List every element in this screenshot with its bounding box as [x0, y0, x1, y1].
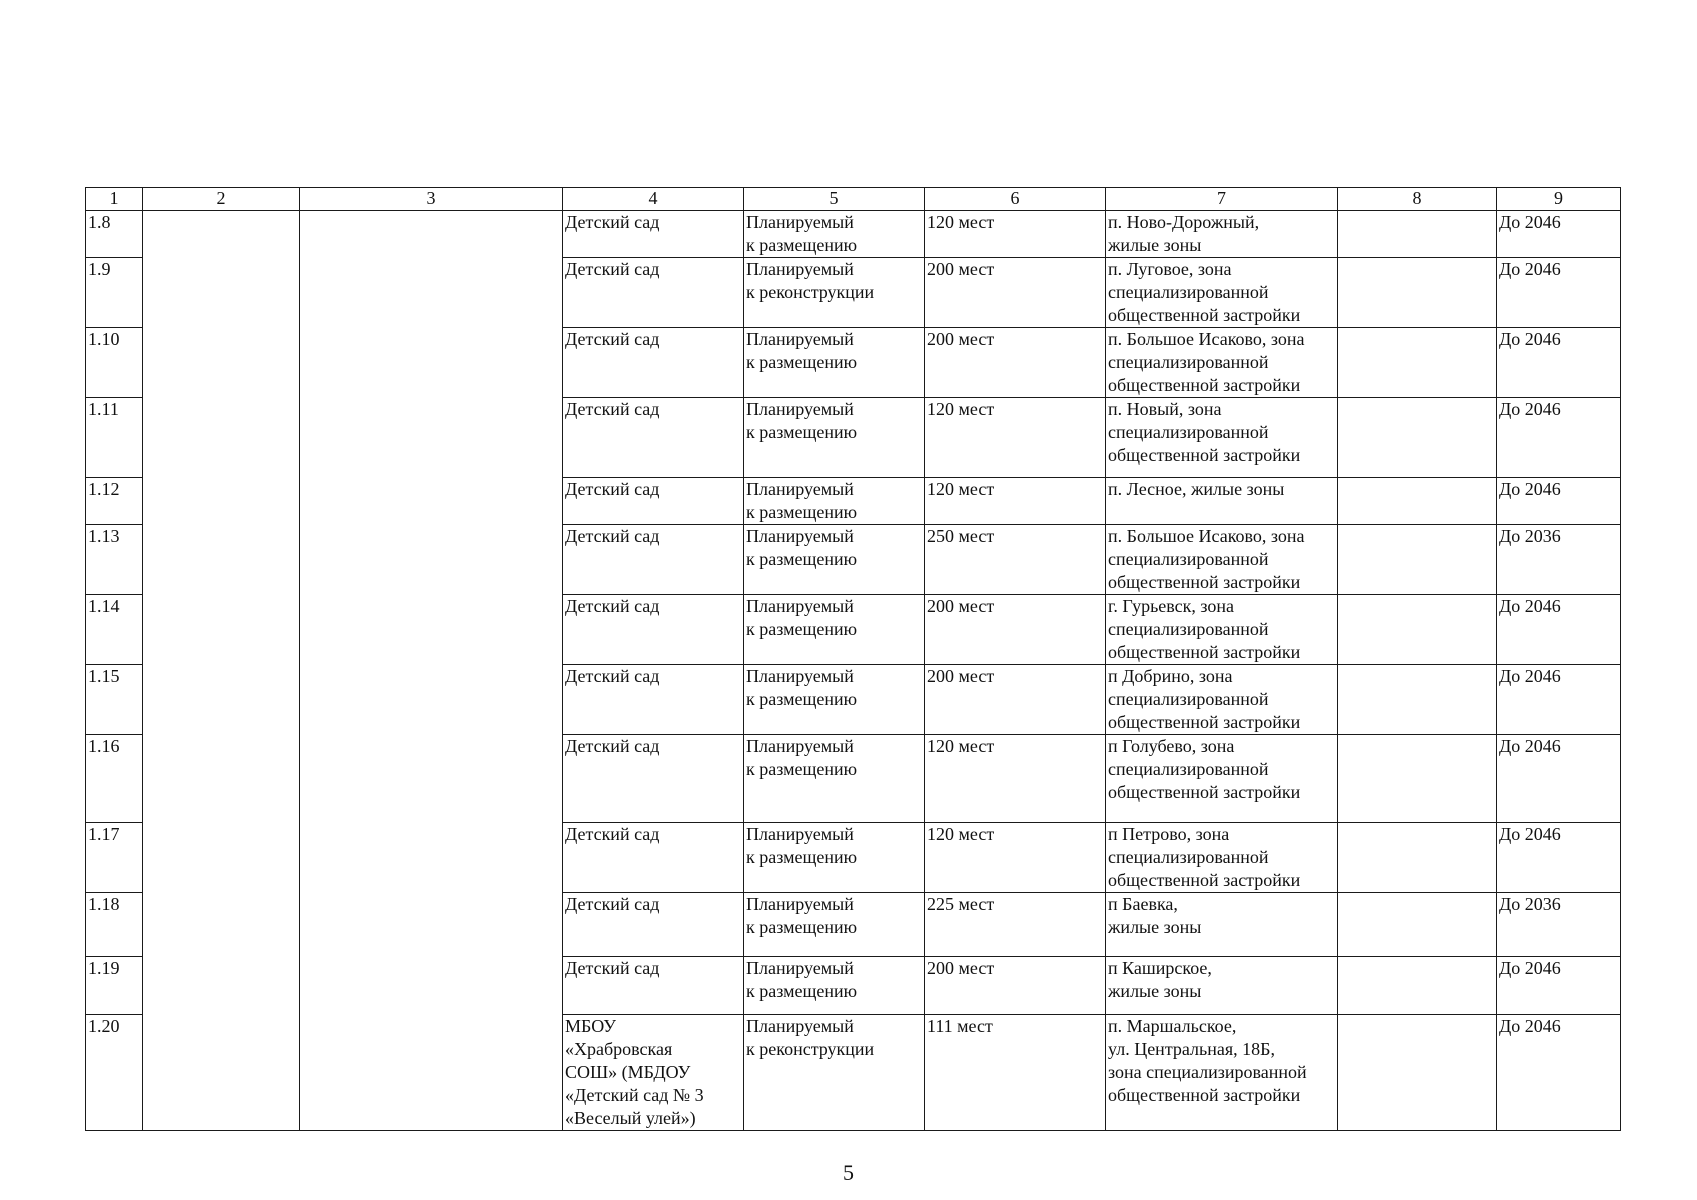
- term-cell: До 2046: [1497, 398, 1621, 478]
- status-cell: Планируемый к размещению: [744, 525, 925, 595]
- term-cell: До 2046: [1497, 665, 1621, 735]
- empty-cell-col8: [1338, 957, 1497, 1015]
- table-row: [86, 328, 1621, 398]
- table-row: [86, 735, 1621, 823]
- empty-cell-col2: [143, 735, 300, 823]
- object-name-cell: Детский сад: [563, 398, 744, 478]
- table-row: [86, 823, 1621, 893]
- table-row: [86, 398, 1621, 478]
- term-cell: До 2046: [1497, 478, 1621, 525]
- empty-cell-col3: [300, 478, 563, 525]
- empty-cell-col3: [300, 823, 563, 893]
- object-name-cell: Детский сад: [563, 665, 744, 735]
- location-cell: п Голубево, зона специализированной общественной застройки: [1106, 735, 1338, 823]
- empty-cell-col2: [143, 478, 300, 525]
- row-number-cell: 1.10: [86, 328, 143, 398]
- row-number-cell: 1.12: [86, 478, 143, 525]
- empty-cell-col8: [1338, 735, 1497, 823]
- empty-cell-col3: [300, 595, 563, 665]
- term-cell: До 2036: [1497, 893, 1621, 957]
- empty-cell-col2: [143, 211, 300, 258]
- empty-cell-col8: [1338, 258, 1497, 328]
- table-header-row: [86, 188, 1621, 211]
- empty-cell-col2: [143, 957, 300, 1015]
- table-row: [86, 665, 1621, 735]
- location-cell: п. Ново-Дорожный, жилые зоны: [1106, 211, 1338, 258]
- row-number-cell: 1.16: [86, 735, 143, 823]
- header-cell: 6: [925, 188, 1106, 211]
- empty-cell-col3: [300, 1015, 563, 1131]
- location-cell: п. Лесное, жилые зоны: [1106, 478, 1338, 525]
- object-name-cell: Детский сад: [563, 328, 744, 398]
- capacity-cell: 200 мест: [925, 665, 1106, 735]
- capacity-cell: 120 мест: [925, 211, 1106, 258]
- empty-cell-col2: [143, 665, 300, 735]
- status-cell: Планируемый к размещению: [744, 478, 925, 525]
- capacity-cell: 200 мест: [925, 595, 1106, 665]
- empty-cell-col3: [300, 665, 563, 735]
- header-cell: 4: [563, 188, 744, 211]
- capacity-cell: 200 мест: [925, 957, 1106, 1015]
- location-cell: п. Луговое, зона специализированной общественной застройки: [1106, 258, 1338, 328]
- table-row: [86, 258, 1621, 328]
- empty-cell-col8: [1338, 823, 1497, 893]
- empty-cell-col8: [1338, 1015, 1497, 1131]
- status-cell: Планируемый к размещению: [744, 735, 925, 823]
- empty-cell-col3: [300, 957, 563, 1015]
- empty-cell-col2: [143, 328, 300, 398]
- location-cell: п. Маршальское, ул. Центральная, 18Б, зона специализированной общественной застройки: [1106, 1015, 1338, 1131]
- table-row: [86, 893, 1621, 957]
- status-cell: Планируемый к размещению: [744, 957, 925, 1015]
- capacity-cell: 120 мест: [925, 735, 1106, 823]
- row-number-cell: 1.8: [86, 211, 143, 258]
- row-number-cell: 1.15: [86, 665, 143, 735]
- facilities-table: [85, 187, 1621, 1131]
- object-name-cell: Детский сад: [563, 595, 744, 665]
- empty-cell-col2: [143, 258, 300, 328]
- page-number: 5: [843, 1160, 854, 1185]
- header-cell: 5: [744, 188, 925, 211]
- object-name-cell: МБОУ «Храбровская СОШ» (МБДОУ «Детский сад № 3 «Веселый улей»): [563, 1015, 744, 1131]
- location-cell: г. Гурьевск, зона специализированной общественной застройки: [1106, 595, 1338, 665]
- status-cell: Планируемый к реконструкции: [744, 1015, 925, 1131]
- header-cell: 8: [1338, 188, 1497, 211]
- empty-cell-col3: [300, 735, 563, 823]
- location-cell: п. Большое Исаково, зона специализированной общественной застройки: [1106, 328, 1338, 398]
- term-cell: До 2046: [1497, 957, 1621, 1015]
- empty-cell-col3: [300, 328, 563, 398]
- term-cell: До 2036: [1497, 525, 1621, 595]
- empty-cell-col8: [1338, 893, 1497, 957]
- capacity-cell: 200 мест: [925, 328, 1106, 398]
- row-number-cell: 1.9: [86, 258, 143, 328]
- term-cell: До 2046: [1497, 328, 1621, 398]
- row-number-cell: 1.18: [86, 893, 143, 957]
- capacity-cell: 111 мест: [925, 1015, 1106, 1131]
- status-cell: Планируемый к размещению: [744, 893, 925, 957]
- term-cell: До 2046: [1497, 595, 1621, 665]
- empty-cell-col8: [1338, 595, 1497, 665]
- status-cell: Планируемый к размещению: [744, 328, 925, 398]
- empty-cell-col2: [143, 1015, 300, 1131]
- term-cell: До 2046: [1497, 1015, 1621, 1131]
- empty-cell-col3: [300, 893, 563, 957]
- table-row: [86, 211, 1621, 258]
- empty-cell-col2: [143, 525, 300, 595]
- status-cell: Планируемый к размещению: [744, 665, 925, 735]
- empty-cell-col8: [1338, 525, 1497, 595]
- object-name-cell: Детский сад: [563, 823, 744, 893]
- empty-cell-col8: [1338, 328, 1497, 398]
- location-cell: п. Новый, зона специализированной общественной застройки: [1106, 398, 1338, 478]
- object-name-cell: Детский сад: [563, 525, 744, 595]
- status-cell: Планируемый к размещению: [744, 595, 925, 665]
- empty-cell-col3: [300, 398, 563, 478]
- object-name-cell: Детский сад: [563, 258, 744, 328]
- table-row: [86, 525, 1621, 595]
- table-row: [86, 595, 1621, 665]
- row-number-cell: 1.11: [86, 398, 143, 478]
- term-cell: До 2046: [1497, 258, 1621, 328]
- table-row: [86, 478, 1621, 525]
- row-number-cell: 1.20: [86, 1015, 143, 1131]
- row-number-cell: 1.19: [86, 957, 143, 1015]
- empty-cell-col2: [143, 823, 300, 893]
- row-number-cell: 1.17: [86, 823, 143, 893]
- empty-cell-col2: [143, 595, 300, 665]
- location-cell: п Баевка, жилые зоны: [1106, 893, 1338, 957]
- object-name-cell: Детский сад: [563, 478, 744, 525]
- empty-cell-col3: [300, 211, 563, 258]
- status-cell: Планируемый к размещению: [744, 823, 925, 893]
- header-cell: 3: [300, 188, 563, 211]
- location-cell: п Петрово, зона специализированной общественной застройки: [1106, 823, 1338, 893]
- header-cell: 9: [1497, 188, 1621, 211]
- empty-cell-col2: [143, 893, 300, 957]
- header-cell: 7: [1106, 188, 1338, 211]
- empty-cell-col3: [300, 525, 563, 595]
- capacity-cell: 225 мест: [925, 893, 1106, 957]
- object-name-cell: Детский сад: [563, 211, 744, 258]
- object-name-cell: Детский сад: [563, 957, 744, 1015]
- status-cell: Планируемый к размещению: [744, 398, 925, 478]
- empty-cell-col8: [1338, 398, 1497, 478]
- header-cell: 2: [143, 188, 300, 211]
- empty-cell-col3: [300, 258, 563, 328]
- location-cell: п Добрино, зона специализированной общественной застройки: [1106, 665, 1338, 735]
- row-number-cell: 1.13: [86, 525, 143, 595]
- term-cell: До 2046: [1497, 823, 1621, 893]
- empty-cell-col8: [1338, 665, 1497, 735]
- table-body: [86, 211, 1621, 1131]
- status-cell: Планируемый к размещению: [744, 211, 925, 258]
- location-cell: п. Большое Исаково, зона специализированной общественной застройки: [1106, 525, 1338, 595]
- capacity-cell: 250 мест: [925, 525, 1106, 595]
- row-number-cell: 1.14: [86, 595, 143, 665]
- capacity-cell: 200 мест: [925, 258, 1106, 328]
- empty-cell-col8: [1338, 211, 1497, 258]
- capacity-cell: 120 мест: [925, 398, 1106, 478]
- table-row: [86, 957, 1621, 1015]
- location-cell: п Каширское, жилые зоны: [1106, 957, 1338, 1015]
- empty-cell-col2: [143, 398, 300, 478]
- object-name-cell: Детский сад: [563, 735, 744, 823]
- capacity-cell: 120 мест: [925, 478, 1106, 525]
- term-cell: До 2046: [1497, 735, 1621, 823]
- object-name-cell: Детский сад: [563, 893, 744, 957]
- status-cell: Планируемый к реконструкции: [744, 258, 925, 328]
- capacity-cell: 120 мест: [925, 823, 1106, 893]
- empty-cell-col8: [1338, 478, 1497, 525]
- header-cell: 1: [86, 188, 143, 211]
- term-cell: До 2046: [1497, 211, 1621, 258]
- table-row: [86, 1015, 1621, 1131]
